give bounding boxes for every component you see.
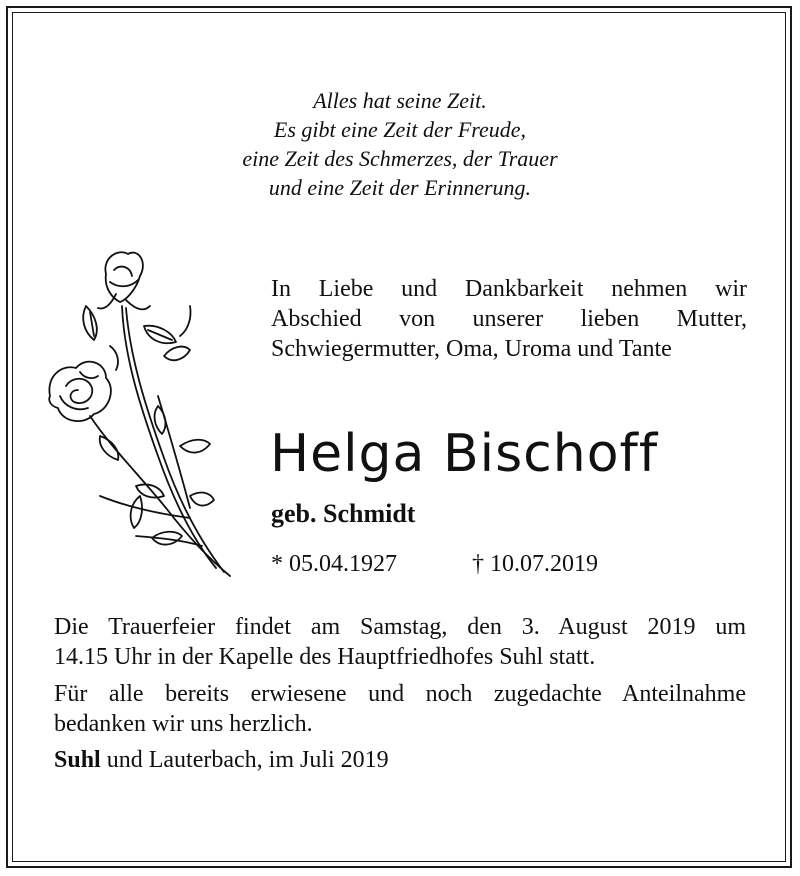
rose-illustration-icon [40,246,240,586]
thanks-line: bedanken wir uns herzlich. [54,711,313,737]
closing-line [54,745,389,775]
closing-rest: und Lauterbach, im Juli 2019 [100,747,389,773]
intro-line: Abschied von unserer lieben Mutter, [271,306,747,332]
death-date: † 10.07.2019 [472,551,598,577]
life-dates [271,548,751,580]
intro-line: Schwiegermutter, Oma, Uroma und Tante [271,336,672,362]
deceased-name: Helga Bischoff [270,424,659,484]
poem [0,86,800,202]
intro-text [271,274,747,364]
maiden-name: geb. Schmidt [271,499,416,528]
funeral-line: 14.15 Uhr in der Kapelle des Hauptfriedhofes Suhl statt. [54,644,596,670]
poem-line: Alles hat seine Zeit. [313,88,487,113]
poem-line: eine Zeit des Schmerzes, der Trauer [242,146,558,171]
birth-date: * 05.04.1927 [271,551,397,577]
funeral-line: Die Trauerfeier findet am Samstag, den 3. August 2019 um [54,614,746,640]
intro-line: In Liebe und Dankbarkeit nehmen wir [271,276,747,302]
funeral-info [54,612,746,672]
closing-place: Suhl [54,747,101,773]
poem-line: Es gibt eine Zeit der Freude, [273,117,527,142]
thanks-text [54,679,746,739]
thanks-line: Für alle bereits erwiesene und noch zugedachte Anteilnahme [54,681,746,707]
poem-line: und eine Zeit der Erinnerung. [268,175,532,200]
